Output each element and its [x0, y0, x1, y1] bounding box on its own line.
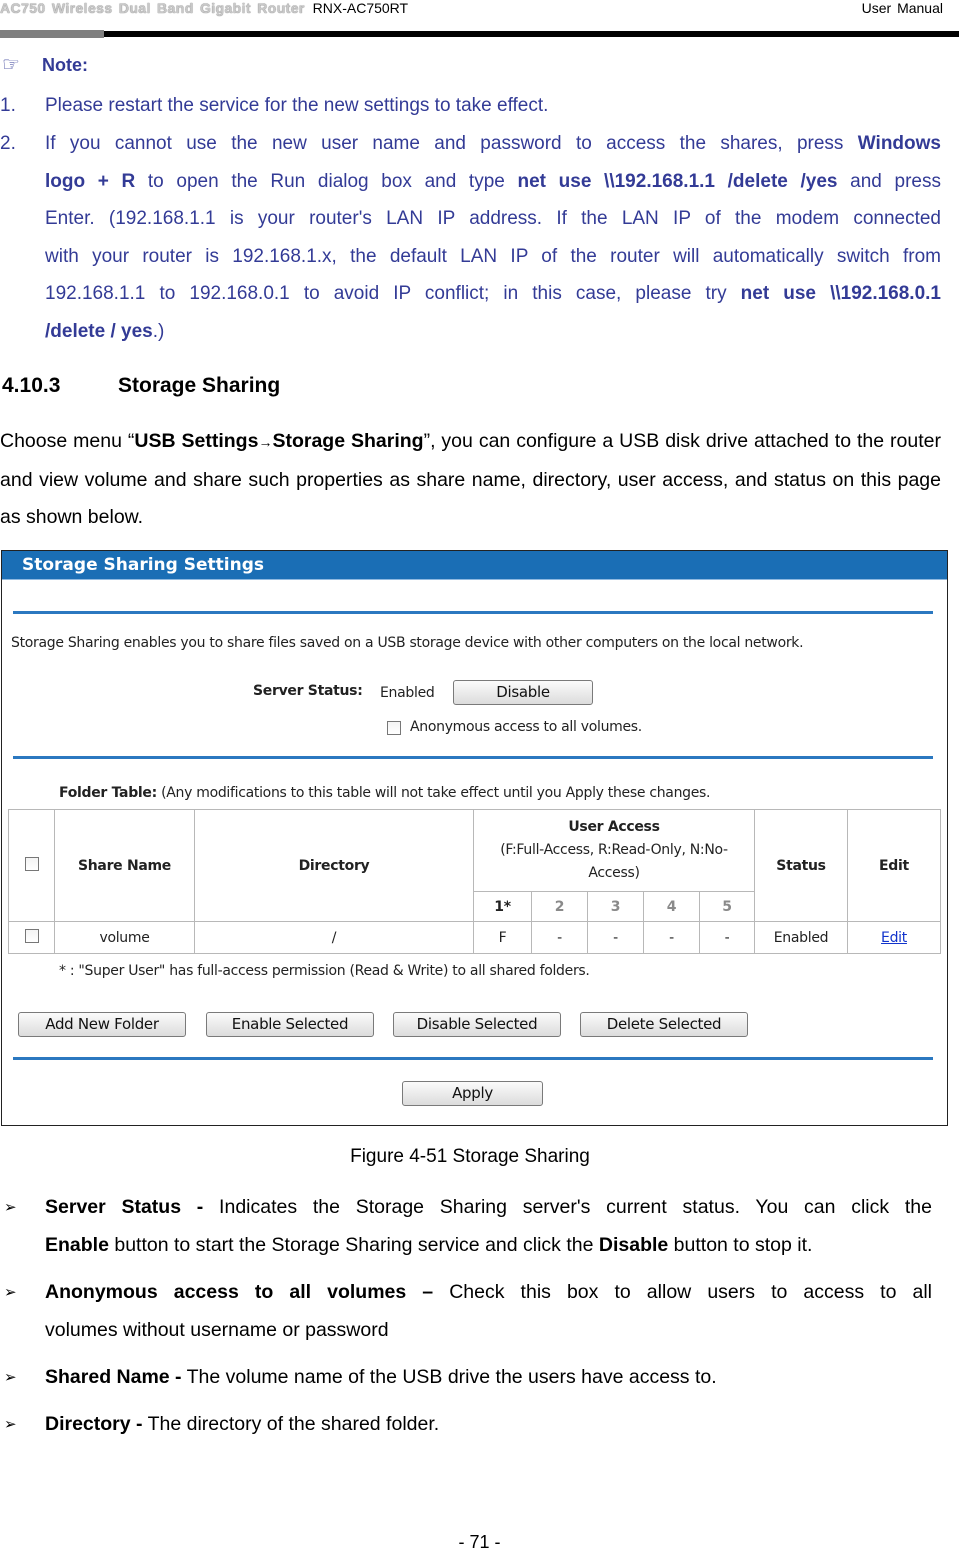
- text-bold: /delete / yes: [45, 320, 153, 342]
- divider: [13, 611, 933, 614]
- cell-edit: [848, 922, 941, 954]
- note-item-number: 1.: [0, 95, 16, 116]
- bullet-arrow-icon: ➢: [4, 1416, 17, 1433]
- col-user-access: [474, 810, 755, 892]
- menu-arrow-icon: →: [258, 434, 273, 450]
- text-run: button to start the Storage Sharing service and click the: [108, 1233, 599, 1256]
- col-user-3: 3: [588, 892, 644, 922]
- disable-selected-button[interactable]: Disable Selected: [393, 1012, 561, 1037]
- text-bold: net use \\192.168.0.1: [740, 283, 941, 304]
- col-user-5: 5: [700, 892, 755, 922]
- col-directory: Directory: [195, 810, 474, 922]
- pointing-hand-icon: ☞: [2, 54, 20, 76]
- table-row: [9, 922, 941, 954]
- text-run: with your router is 192.168.1.x, the default LAN IP of the router will automatically switch from: [45, 245, 941, 267]
- bullet-label: Server Status -: [45, 1196, 204, 1218]
- running-header-left: [0, 0, 408, 16]
- bullet-arrow-icon: ➢: [4, 1199, 17, 1216]
- bullet-arrow-icon: ➢: [4, 1369, 17, 1386]
- section-heading: [2, 374, 280, 398]
- cell-status: Enabled: [755, 922, 848, 954]
- bullet-server-status: [0, 1189, 932, 1264]
- bullet-text: [45, 1359, 932, 1397]
- title-underline: [2, 579, 947, 580]
- cell-access-5: -: [700, 922, 755, 954]
- bullet-shared-name: [0, 1359, 932, 1396]
- text-bold: net use \\192.168.1.1 /delete /yes: [517, 170, 838, 192]
- text-run: and press: [837, 170, 941, 192]
- text-bold: logo + R: [45, 170, 136, 192]
- sharing-description: Storage Sharing enables you to share files saved on a USB storage device with other computers on the local network.: [11, 635, 804, 651]
- bullet-text: [45, 1189, 932, 1264]
- col-share-name: Share Name: [55, 810, 195, 922]
- folder-table-label: Folder Table:: [59, 785, 157, 801]
- folder-table-caption: [59, 785, 710, 801]
- divider: [13, 1057, 933, 1060]
- bullet-arrow-icon: ➢: [4, 1284, 17, 1301]
- bullet-directory: [0, 1406, 932, 1443]
- col-user-1: 1*: [474, 892, 532, 922]
- server-status-value: Enabled: [380, 685, 435, 701]
- section-number: 4.10.3: [2, 374, 61, 397]
- col-user-2: 2: [532, 892, 588, 922]
- col-status: Status: [755, 810, 848, 922]
- text-run: 192.168.1.1 to 192.168.0.1 to avoid IP conflict; in this case, please try: [45, 283, 741, 304]
- disable-button[interactable]: Disable: [453, 680, 593, 705]
- section-title: Storage Sharing: [118, 374, 281, 397]
- bullet-anonymous-access: [0, 1274, 932, 1349]
- header-select-cell: [9, 810, 55, 922]
- note-item-number: 2.: [0, 133, 16, 154]
- cell-access-2: -: [532, 922, 588, 954]
- header-rule-grey: [0, 30, 104, 38]
- add-new-folder-button[interactable]: Add New Folder: [18, 1012, 186, 1037]
- text-run: to open the Run dialog box and type: [135, 170, 518, 192]
- row-select-checkbox[interactable]: [25, 929, 39, 943]
- anonymous-access-label: Anonymous access to all volumes.: [410, 719, 642, 735]
- text-run: Check this box to allow users to access to all: [433, 1281, 933, 1303]
- note-item-2: [0, 125, 941, 351]
- super-user-footnote: * : "Super User" has full-access permission (Read & Write) to all shared folders.: [59, 963, 590, 979]
- apply-button[interactable]: Apply: [402, 1081, 543, 1106]
- text-bold: Disable: [598, 1233, 669, 1256]
- user-access-legend-2: Access): [588, 865, 640, 881]
- text-run: .): [152, 320, 165, 342]
- text-run: The volume name of the USB drive the users have access to.: [181, 1366, 717, 1388]
- folder-table: [8, 809, 941, 954]
- figure-caption: Figure 4-51 Storage Sharing: [350, 1146, 590, 1167]
- cell-access-4: -: [644, 922, 700, 954]
- server-status-label: Server Status:: [253, 683, 363, 699]
- row-select-cell: [9, 922, 55, 954]
- text-run: If you cannot use the new user name and password to access the shares, press: [45, 133, 858, 154]
- note-item-text: [45, 125, 941, 350]
- enable-selected-button[interactable]: Enable Selected: [206, 1012, 374, 1037]
- page-number: - 71 -: [458, 1532, 501, 1552]
- header-brand: AC750 Wireless Dual Band Gigabit Router: [0, 0, 305, 16]
- text-run: Choose menu “: [0, 430, 135, 452]
- note-item-1: [0, 87, 941, 124]
- text-bold: Storage Sharing: [272, 430, 424, 452]
- bullet-text: [45, 1406, 932, 1444]
- note-label: Note:: [42, 55, 88, 75]
- header-manual: User Manual: [861, 0, 943, 16]
- bullet-label: Directory -: [45, 1413, 143, 1435]
- note-heading: [2, 52, 88, 77]
- select-all-checkbox[interactable]: [25, 857, 39, 871]
- text-bold: Windows: [857, 133, 941, 154]
- cell-share-name: volume: [55, 922, 195, 954]
- bullet-label: Shared Name -: [45, 1366, 182, 1388]
- text-run: Enter. (192.168.1.1 is your router's LAN IP address. If the LAN IP of the modem connected: [45, 208, 941, 229]
- text-run: volumes without username or password: [45, 1318, 389, 1341]
- edit-link[interactable]: Edit: [881, 929, 907, 946]
- cell-directory: /: [195, 922, 474, 954]
- text-run: ”, you can configure a USB disk drive attached to the router and view volume and share such properties as share name, directory, user access, and status on this page as shown below.: [0, 430, 941, 528]
- text-run: Indicates the Storage Sharing server's current status. You can click the: [203, 1196, 932, 1218]
- text-bold: Enable: [45, 1233, 109, 1256]
- cell-access-3: -: [588, 922, 644, 954]
- text-run: button to stop it.: [668, 1233, 813, 1256]
- cell-access-1: F: [474, 922, 532, 954]
- screenshot-title: Storage Sharing Settings: [2, 551, 947, 579]
- bullet-label: Anonymous access to all volumes –: [45, 1281, 434, 1303]
- header-model: RNX-AC750RT: [312, 0, 409, 16]
- col-user-4: 4: [644, 892, 700, 922]
- bullet-text: [45, 1274, 932, 1349]
- delete-selected-button[interactable]: Delete Selected: [580, 1012, 748, 1037]
- text-run: The directory of the shared folder.: [142, 1413, 440, 1435]
- text-bold: USB Settings: [134, 430, 259, 452]
- note-item-text: Please restart the service for the new settings to take effect.: [45, 95, 549, 116]
- user-access-legend-1: (F:Full-Access, R:Read-Only, N:No-: [500, 842, 728, 858]
- anonymous-access-checkbox[interactable]: [387, 721, 401, 735]
- divider: [13, 756, 933, 759]
- header-rule-black: [104, 31, 959, 37]
- storage-sharing-screenshot: [1, 550, 948, 1126]
- user-access-title: User Access: [568, 819, 660, 835]
- folder-table-note: (Any modifications to this table will not take effect until you Apply these changes.: [161, 785, 711, 801]
- intro-paragraph: [0, 423, 941, 537]
- col-edit: Edit: [848, 810, 941, 922]
